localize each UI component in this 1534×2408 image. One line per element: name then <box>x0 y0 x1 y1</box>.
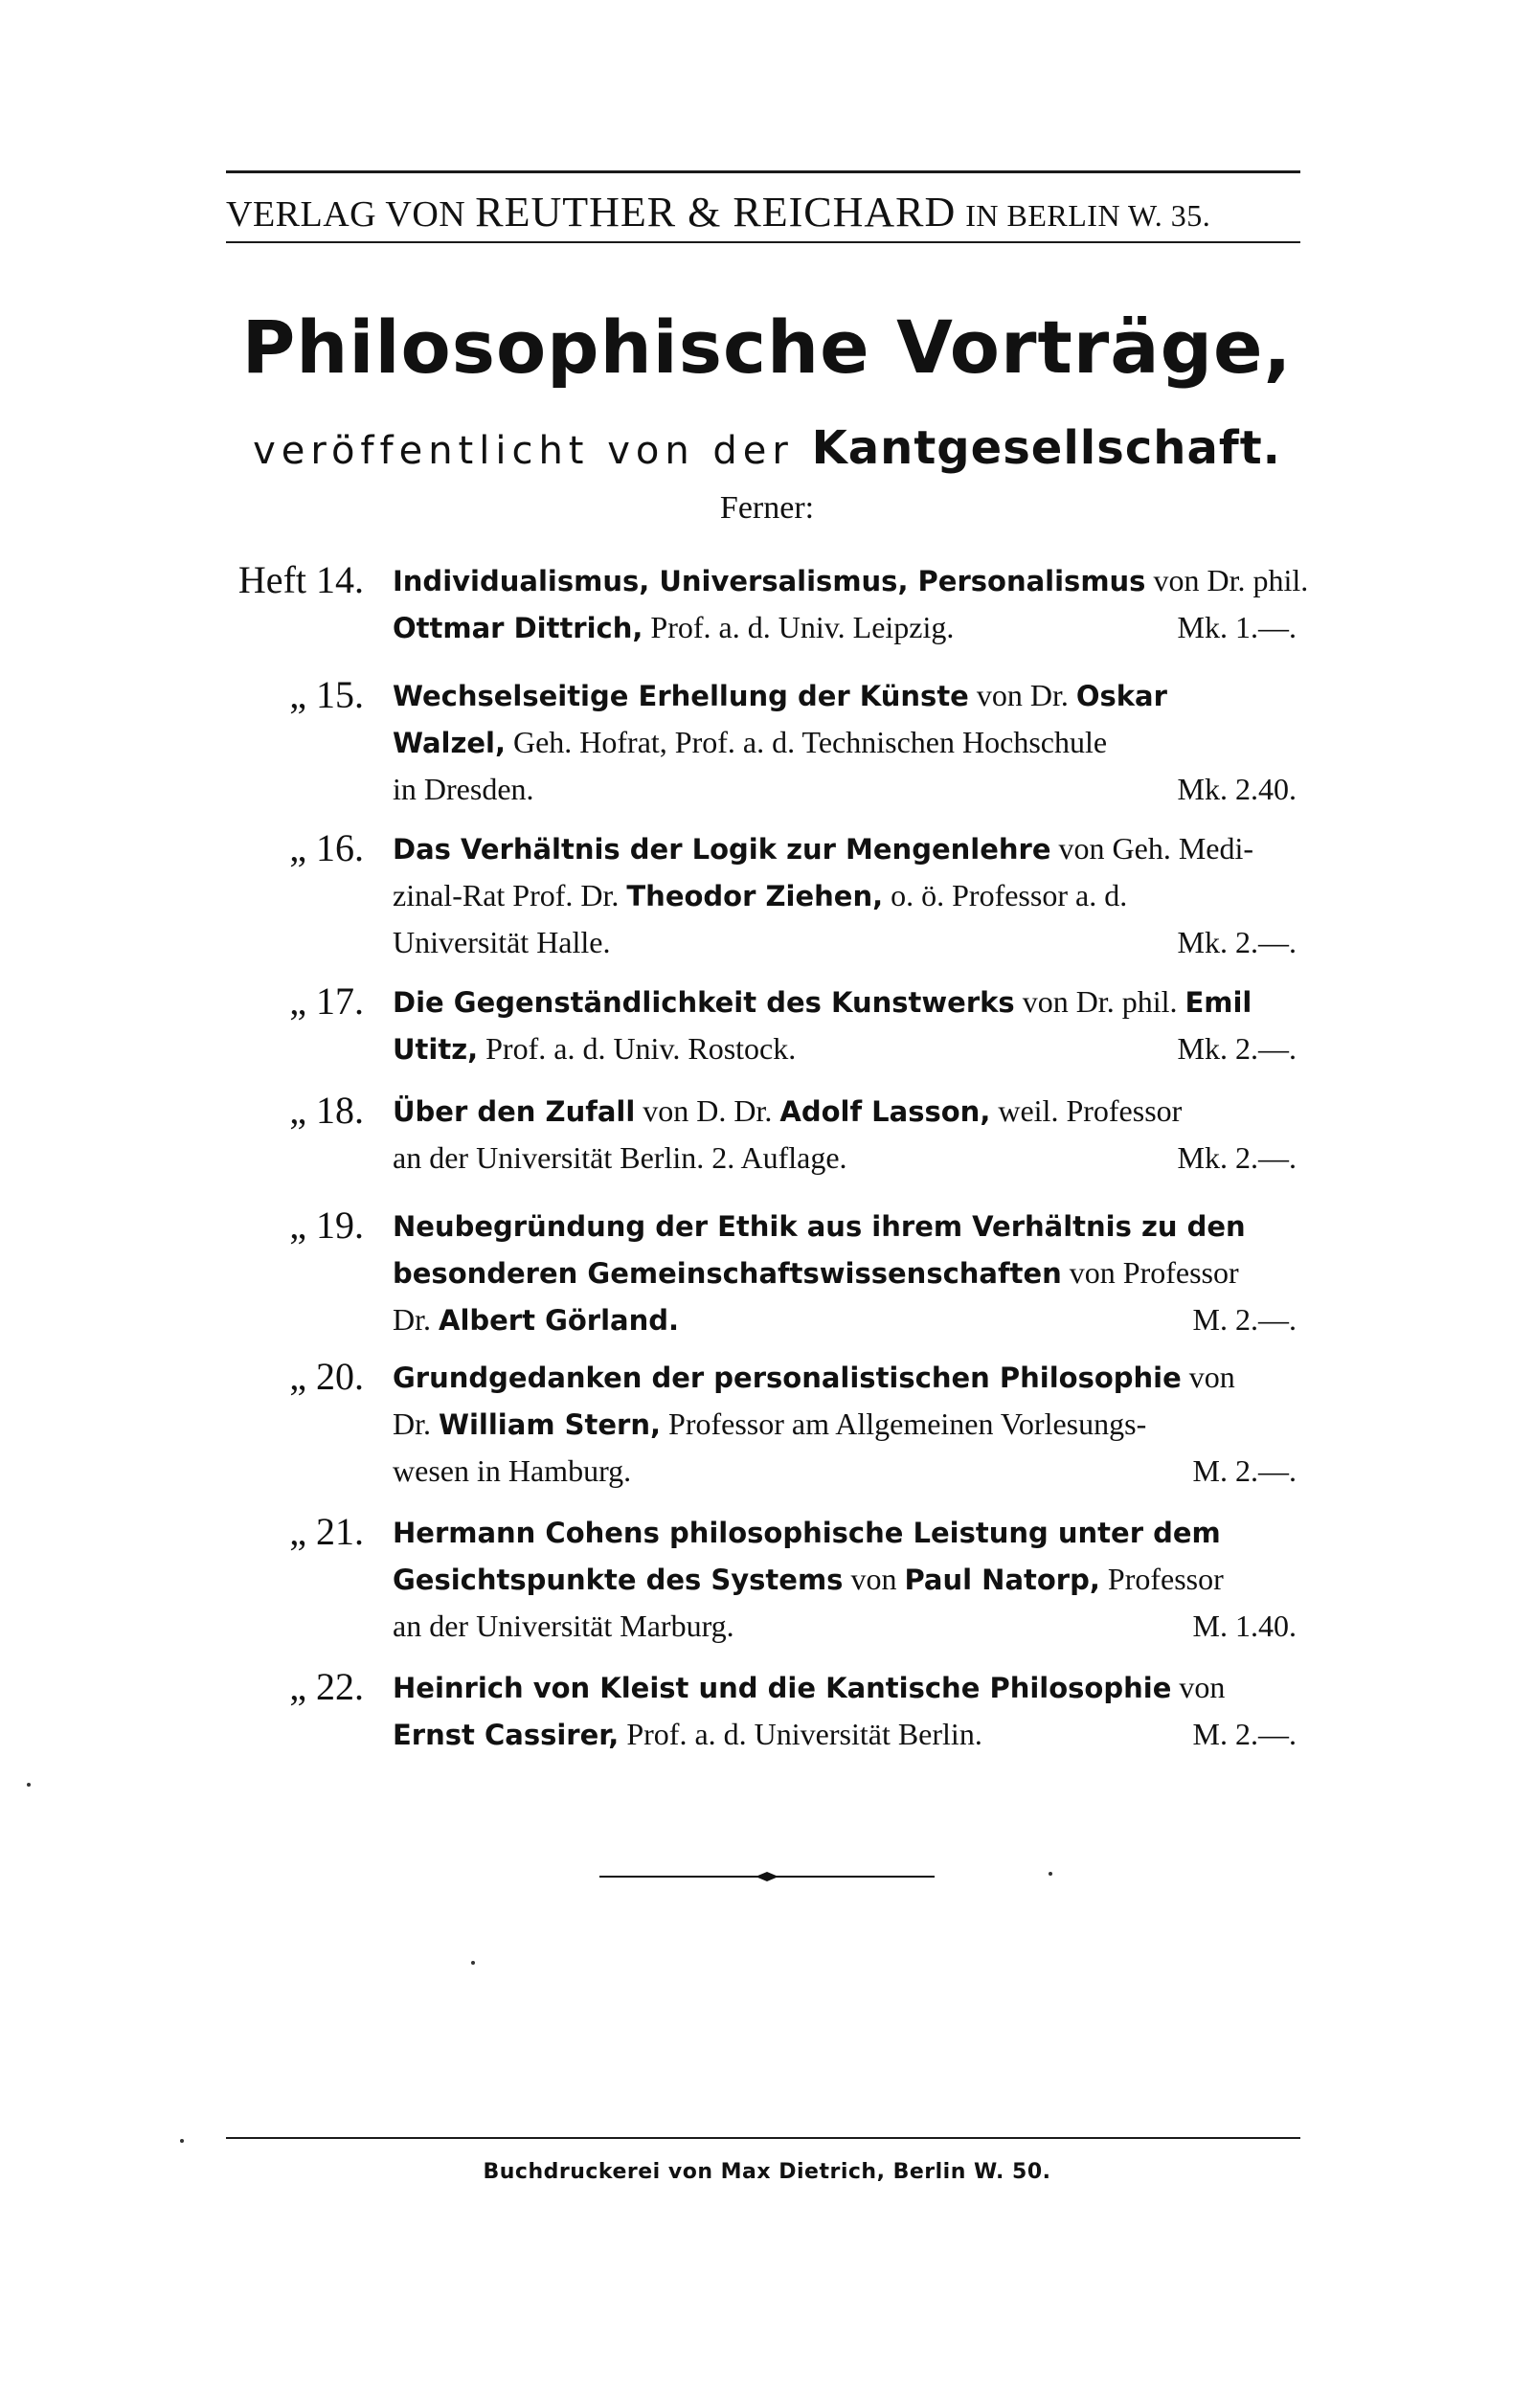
entry-price: M. 1.40. <box>1192 1609 1297 1643</box>
entry-text: weil. Professor <box>990 1093 1183 1128</box>
entry-body <box>393 1088 1297 1181</box>
entry-line <box>393 825 1297 872</box>
entry-text: Dr. <box>393 1302 439 1337</box>
entry-line <box>393 919 1297 965</box>
entry-title-text: Ernst Cassirer, <box>393 1719 620 1751</box>
publisher-line <box>226 188 1300 236</box>
entry-text: von Dr. phil. <box>1014 984 1185 1019</box>
entry-text: Prof. a. d. Univ. Leipzig. <box>643 610 955 644</box>
entry-number: „ 16. <box>289 826 364 869</box>
entry-line <box>393 719 1297 766</box>
entry-title-text: Individualismus, Universalismus, Personalismus <box>393 565 1146 597</box>
entry-line <box>393 1556 1297 1603</box>
entry-price: Mk. 2.40. <box>1177 772 1297 806</box>
entry-title-text: Walzel, <box>393 727 506 759</box>
entry-line <box>393 1664 1297 1711</box>
entry-title-text: Wechselseitige Erhellung der Künste <box>393 680 969 712</box>
entry-body <box>393 672 1297 812</box>
society-name: Kantgesellschaft. <box>811 421 1281 475</box>
entry-title-text: Ottmar Dittrich, <box>393 612 643 644</box>
entry-number: „ 17. <box>289 979 364 1023</box>
entry-price: Mk. 2.—. <box>1177 925 1297 959</box>
entry-text: o. ö. Professor a. d. <box>883 878 1128 912</box>
subtitle <box>0 421 1534 475</box>
entry-text: in Dresden. <box>393 772 534 806</box>
entry-body <box>393 1509 1297 1649</box>
entry-title-text: Hermann Cohens philosophische Leistung unter dem <box>393 1517 1221 1549</box>
entry-line <box>393 1203 1297 1249</box>
entry-price: Mk. 2.—. <box>1177 1140 1297 1175</box>
top-rule <box>226 170 1300 173</box>
entry-title-text: Die Gegenständlichkeit des Kunstwerks <box>393 986 1015 1019</box>
entry-title-text: William Stern, <box>439 1408 662 1441</box>
entry-number: „ 15. <box>289 673 364 716</box>
entry-text: Geh. Hofrat, Prof. a. d. Technischen Hochschule <box>505 725 1108 759</box>
entry-price: Mk. 1.—. <box>1177 610 1297 644</box>
printer-imprint: Buchdruckerei von Max Dietrich, Berlin W. 50. <box>483 2160 1051 2184</box>
entry-text: Dr. <box>393 1407 439 1441</box>
entry-line <box>393 672 1297 719</box>
print-speck <box>27 1783 31 1787</box>
entry-title-text: Neubegründung der Ethik aus ihrem Verhältnis zu den <box>393 1210 1246 1243</box>
entry-title-text: Heinrich von Kleist und die Kantische Philosophie <box>393 1672 1172 1704</box>
entry-body <box>393 1354 1297 1494</box>
entry-title-text: Utitz, <box>393 1033 479 1066</box>
entry-text: von Professor <box>1061 1255 1239 1290</box>
entry-text: an der Universität Marburg. <box>393 1609 734 1643</box>
entry-text: von Dr. phil. <box>1145 563 1309 597</box>
publisher-prefix: VERLAG VON <box>226 194 466 235</box>
entry-number: „ 20. <box>289 1355 364 1398</box>
entry-title-text: Paul Natorp, <box>904 1564 1100 1596</box>
publisher-name: REUTHER & REICHARD <box>475 189 957 236</box>
publisher-suffix: IN BERLIN W. 35. <box>965 198 1211 233</box>
entry-title-text: Über den Zufall <box>393 1095 636 1128</box>
entry-price: M. 2.—. <box>1192 1717 1297 1751</box>
entry-text: von Dr. <box>968 678 1076 712</box>
print-speck <box>471 1961 475 1965</box>
page-title: Philosophische Vorträge, <box>241 304 1293 390</box>
entry-text: Universität Halle. <box>393 925 611 959</box>
entry-line <box>393 1354 1297 1401</box>
subtitle-prefix: veröffentlicht von der <box>253 429 794 473</box>
entry-line <box>393 1603 1297 1649</box>
entry-line <box>393 1711 1297 1758</box>
entry-price: M. 2.—. <box>1192 1302 1297 1337</box>
entry-text: von Geh. Medi- <box>1050 831 1254 866</box>
entry-title-text: Das Verhältnis der Logik zur Mengenlehre <box>393 833 1051 866</box>
entry-title-text: Gesichtspunkte des Systems <box>393 1564 844 1596</box>
entry-number: „ 19. <box>289 1204 364 1247</box>
entry-text: wesen in Hamburg. <box>393 1453 632 1488</box>
entry-text: Prof. a. d. Universität Berlin. <box>619 1717 982 1751</box>
entry-text: von <box>1171 1670 1226 1704</box>
entry-text: von <box>1181 1360 1235 1394</box>
entry-body <box>393 557 1309 651</box>
entry-text: zinal-Rat Prof. Dr. <box>393 878 627 912</box>
entry-title-text: Theodor Ziehen, <box>626 880 884 912</box>
header-rule <box>226 241 1300 243</box>
entry-body <box>393 825 1297 965</box>
entry-line <box>393 766 1297 812</box>
entry-line <box>393 1509 1297 1556</box>
entry-text: Professor am Allgemeinen Vorlesungs- <box>661 1407 1147 1441</box>
entry-line <box>393 979 1297 1025</box>
ferner-label: Ferner: <box>719 490 815 526</box>
entry-line <box>393 1088 1297 1135</box>
footer-rule <box>226 2137 1300 2139</box>
entry-text: von D. Dr. <box>635 1093 780 1128</box>
entry-line <box>393 604 1297 651</box>
entry-title-text: Oskar <box>1075 680 1167 712</box>
entry-body <box>393 1203 1297 1343</box>
entry-line <box>393 1296 1297 1343</box>
entry-text: von <box>843 1562 905 1596</box>
entry-price: Mk. 2.—. <box>1177 1031 1297 1066</box>
entry-body <box>393 979 1297 1072</box>
entry-line <box>393 557 1309 604</box>
entry-text: Professor <box>1099 1562 1224 1596</box>
entry-text: an der Universität Berlin. 2. Auflage. <box>393 1140 847 1175</box>
entry-line <box>393 1135 1297 1181</box>
entry-line <box>393 1025 1297 1072</box>
print-speck <box>180 2139 184 2143</box>
entry-number: „ 21. <box>289 1510 364 1553</box>
entry-title-text: Albert Görland. <box>439 1304 680 1337</box>
entry-text: Prof. a. d. Univ. Rostock. <box>478 1031 797 1066</box>
entry-line <box>393 1249 1297 1296</box>
entry-title-text: Grundgedanken der personalistischen Philosophie <box>393 1362 1182 1394</box>
entry-title-text: Adolf Lasson, <box>779 1095 991 1128</box>
entry-number: Heft 14. <box>237 558 364 601</box>
divider-ornament <box>599 1867 935 1886</box>
entry-number: „ 18. <box>289 1089 364 1132</box>
entry-title-text: Emil <box>1184 986 1252 1019</box>
entry-price: M. 2.—. <box>1192 1453 1297 1488</box>
entry-number: „ 22. <box>289 1665 364 1708</box>
entry-line <box>393 1448 1297 1494</box>
print-speck <box>1049 1872 1052 1876</box>
entry-line <box>393 872 1297 919</box>
entry-line <box>393 1401 1297 1448</box>
entry-body <box>393 1664 1297 1758</box>
entry-title-text: besonderen Gemeinschaftswissenschaften <box>393 1257 1062 1290</box>
